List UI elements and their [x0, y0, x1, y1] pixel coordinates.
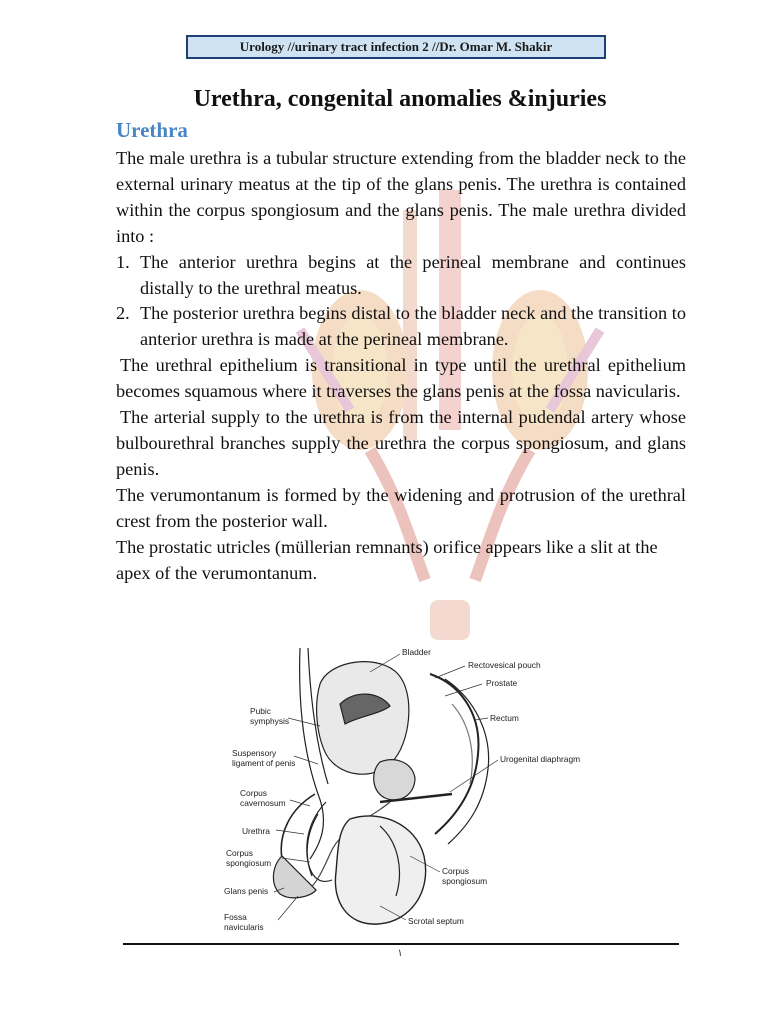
label-suspensory-ligament: Suspensory	[232, 748, 277, 758]
label-bladder: Bladder	[402, 647, 431, 657]
body-text	[116, 146, 686, 586]
list-number: 2.	[116, 303, 130, 324]
label-prostate: Prostate	[486, 678, 518, 688]
page-number: ١	[397, 948, 403, 959]
list-number: 1.	[116, 251, 130, 272]
label-suspensory-ligament: ligament of penis	[232, 758, 296, 768]
male-urethra-anatomy-figure	[220, 644, 600, 939]
list-item	[116, 301, 686, 353]
label-rectovesical-pouch: Rectovesical pouch	[468, 660, 541, 670]
document-header: Urology //urinary tract infection 2 //Dr. Omar M. Shakir	[186, 35, 606, 59]
label-fossa-navicularis: Fossa	[224, 912, 247, 922]
paragraph-utricle: The prostatic utricles (müllerian remnants) orifice appears like a slit at the apex of the verumontanum.	[116, 536, 658, 583]
paragraph-intro: The male urethra is a tubular structure extending from the bladder neck to the external urinary meatus at the tip of the glans penis. The urethra is contained within the corpus spongiosum and the glans penis. The male urethra divided into :	[116, 148, 686, 246]
label-pubic-symphysis: symphysis	[250, 716, 290, 726]
label-corpus-spongiosum: Corpus	[442, 866, 469, 876]
label-corpus-cavernosum: Corpus	[240, 788, 267, 798]
paragraph-epithelium: The urethral epithelium is transitional in type until the urethral epithelium becomes squamous where it traverses the glans penis at the fossa navicularis.	[116, 355, 686, 402]
label-corpus-spongiosum: Corpus	[226, 848, 253, 858]
label-corpus-cavernosum: cavernosum	[240, 798, 286, 808]
footer-divider	[123, 943, 679, 945]
label-scrotal-septum: Scrotal septum	[408, 916, 464, 926]
document-title: Urethra, congenital anomalies &injuries	[193, 86, 607, 112]
label-glans-penis: Glans penis	[224, 886, 269, 896]
label-corpus-spongiosum: spongiosum	[226, 858, 272, 868]
section-heading: Urethra	[116, 118, 188, 142]
urethra-divisions-list	[116, 250, 686, 354]
list-item	[116, 250, 686, 302]
label-rectum: Rectum	[490, 713, 519, 723]
label-corpus-spongiosum: spongiosum	[442, 876, 488, 886]
list-text: The posterior urethra begins distal to the bladder neck and the transition to anterior urethra is made at the perineal membrane.	[140, 303, 686, 350]
paragraph-arterial-supply: The arterial supply to the urethra is from the internal pudendal artery whose bulbourethral branches supply the urethra the corpus spongiosum, and glans penis.	[116, 407, 686, 479]
label-urogenital-diaphragm: Urogenital diaphragm	[500, 754, 581, 764]
list-text: The anterior urethra begins at the perineal membrane and continues distally to the urethral meatus.	[140, 251, 686, 298]
label-urethra: Urethra	[242, 826, 270, 836]
paragraph-verumontanum: The verumontanum is formed by the widening and protrusion of the urethral crest from the posterior wall.	[116, 484, 686, 531]
label-pubic-symphysis: Pubic	[250, 706, 271, 716]
label-fossa-navicularis: navicularis	[224, 922, 264, 932]
